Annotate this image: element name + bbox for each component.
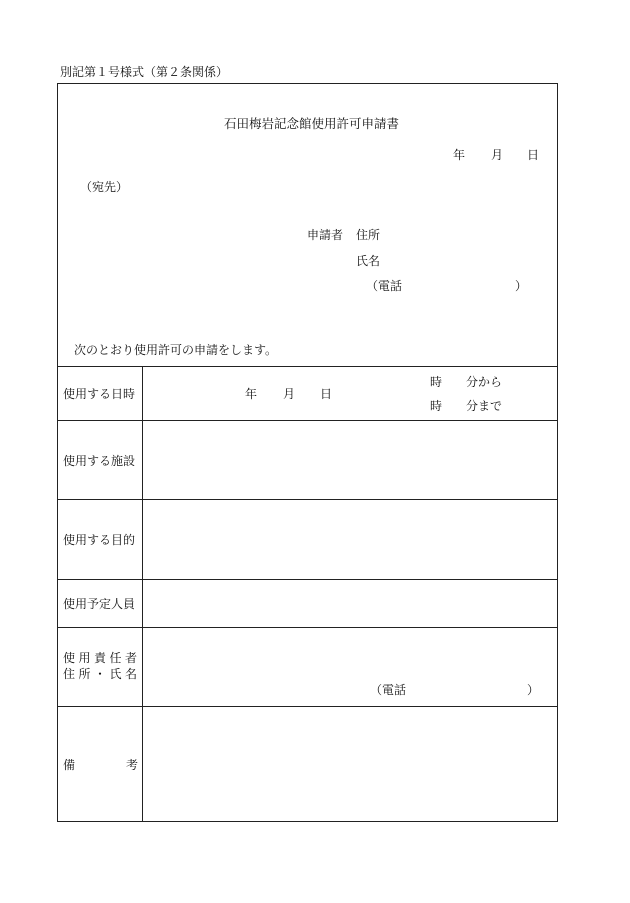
use-date-month-label: 月 bbox=[283, 387, 296, 401]
start-minute-label: 分から bbox=[466, 375, 503, 389]
applicant-phone-close: ） bbox=[515, 279, 528, 293]
label-column-divider bbox=[142, 366, 143, 822]
responsible-phone-close: ） bbox=[527, 683, 540, 697]
row-divider bbox=[57, 627, 558, 628]
date-day-label: 日 bbox=[527, 148, 540, 162]
responsible-label-line1: 使用責任者 bbox=[63, 651, 141, 665]
applicant-phone-open: （電話 bbox=[366, 279, 403, 293]
date-year-label: 年 bbox=[453, 148, 466, 162]
row-divider bbox=[57, 579, 558, 580]
form-title: 石田梅岩記念館使用許可申請書 bbox=[224, 116, 400, 131]
datetime-row-label: 使用する日時 bbox=[63, 387, 136, 401]
form-frame bbox=[57, 83, 558, 822]
row-divider bbox=[57, 420, 558, 421]
end-hour-label: 時 bbox=[430, 399, 443, 413]
responsible-label-line2: 住所・氏名 bbox=[63, 667, 141, 681]
purpose-row-label: 使用する目的 bbox=[63, 533, 136, 547]
start-hour-label: 時 bbox=[430, 375, 443, 389]
applicant-label: 申請者 bbox=[307, 228, 344, 242]
end-minute-label: 分まで bbox=[466, 399, 503, 413]
date-month-label: 月 bbox=[491, 148, 504, 162]
use-date-year-label: 年 bbox=[245, 387, 258, 401]
use-date-day-label: 日 bbox=[320, 387, 333, 401]
form-number-label: 別記第１号様式（第２条関係） bbox=[60, 65, 229, 79]
table-top-line bbox=[57, 366, 558, 367]
addressee-label: （宛先） bbox=[80, 180, 129, 194]
responsible-phone-open: （電話 bbox=[370, 683, 407, 697]
remarks-label-left: 備 bbox=[63, 758, 76, 772]
request-text: 次のとおり使用許可の申請をします。 bbox=[74, 343, 278, 357]
facility-row-label: 使用する施設 bbox=[63, 454, 136, 468]
remarks-label-right: 考 bbox=[126, 758, 139, 772]
people-row-label: 使用予定人員 bbox=[63, 597, 136, 611]
row-divider bbox=[57, 499, 558, 500]
applicant-name-label: 氏名 bbox=[356, 254, 381, 268]
row-divider bbox=[57, 706, 558, 707]
applicant-address-label: 住所 bbox=[356, 228, 381, 242]
